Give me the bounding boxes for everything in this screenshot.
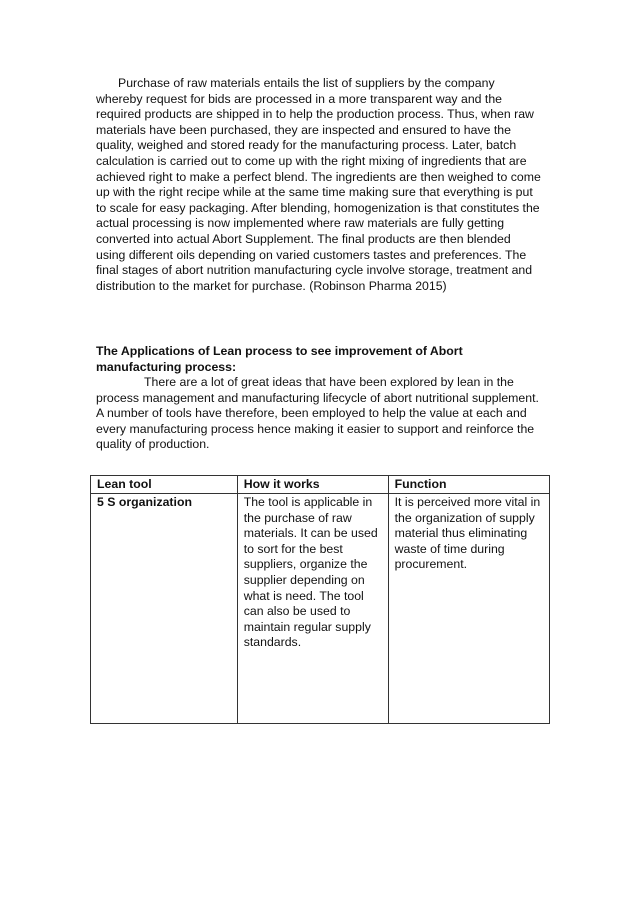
table-header-row <box>91 476 550 494</box>
header-how-it-works: How it works <box>237 476 388 494</box>
header-lean-tool: Lean tool <box>91 476 238 494</box>
cell-function: It is perceived more vital in the organization of supply material thus eliminating waste of time during procurement. <box>388 494 549 724</box>
intro-paragraph <box>96 76 541 294</box>
header-function: Function <box>388 476 549 494</box>
cell-how-it-works: The tool is applicable in the purchase of raw materials. It can be used to sort for the best suppliers, organize the supplier depending on what is need. The tool can also be used to maintain regular supply standards. <box>237 494 388 724</box>
table-row <box>91 494 550 724</box>
lean-tools-table <box>90 475 550 724</box>
section-paragraph-text: There are a lot of great ideas that have been explored by lean in the process management and manufacturing lifecycle of abort nutritional supplement. A number of tools have therefore, been employed to help the value at each and every manufacturing process hence making it easier to support and reinforce the quality of production. <box>96 375 539 452</box>
cell-lean-tool: 5 S organization <box>91 494 238 724</box>
section-paragraph <box>96 375 541 453</box>
section-heading: The Applications of Lean process to see improvement of Abort manufacturing process: <box>96 344 463 374</box>
intro-paragraph-text: Purchase of raw materials entails the list of suppliers by the company whereby request for bids are processed in a more transparent way and the required products are shipped in to help the production process. Thus, when raw materials have been purchased, they are inspected and ensured to have the quality, weighed and stored ready for the manufacturing process. Later, batch calculation is carried out to come up with the right mixing of ingredients that are achieved right to make a perfect blend. The ingredients are then weighed to come up with the right recipe while at the same time making sure that everything is put to scale for easy packaging. After blending, homogenization is that constitutes the actual processing is now implemented where raw materials are fully getting converted into actual Abort Supplement. The final products are then blended using different oils depending on varied customers tastes and preferences. The final stages of abort nutrition manufacturing cycle involve storage, treatment and distribution to the market for purchase. (Robinson Pharma 2015) <box>96 76 541 293</box>
